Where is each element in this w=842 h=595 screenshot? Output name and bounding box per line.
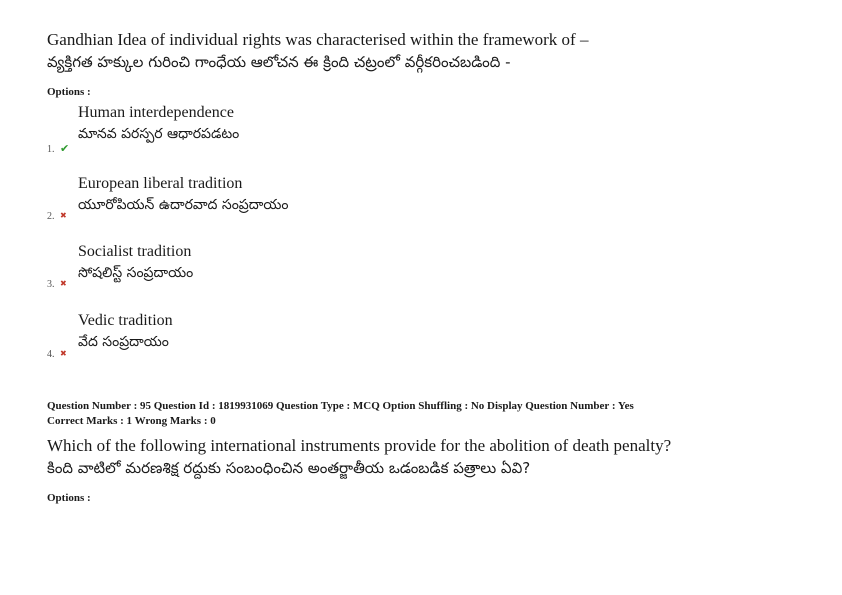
- options-label: Options :: [47, 86, 91, 98]
- option-2-text-en: European liberal tradition: [78, 175, 243, 192]
- cross-icon: ✖: [60, 211, 67, 220]
- question-2-marks: Correct Marks : 1 Wrong Marks : 0: [47, 415, 216, 427]
- option-3-text-en: Socialist tradition: [78, 243, 192, 260]
- question-2-text-te: కింది వాటిలో మరణశిక్ష రద్దుకు సంబంధించిన అంతర్జాతీయ ఒడంబడిక పత్రాలు ఏవి?: [47, 459, 531, 477]
- option-4-text-te: వేద సంప్రదాయం: [78, 334, 169, 350]
- cross-icon: ✖: [60, 349, 67, 358]
- option-2-number: 2.: [47, 211, 55, 222]
- option-4-number: 4.: [47, 349, 55, 360]
- question-1-text-en: Gandhian Idea of individual rights was characterised within the framework of –: [47, 30, 589, 49]
- option-3-text-te: సోషలిస్ట్ సంప్రదాయం: [78, 265, 194, 281]
- question-2-text-en: Which of the following international instruments provide for the abolition of death penalty?: [47, 436, 672, 455]
- option-1-number: 1.: [47, 144, 55, 155]
- option-3-number: 3.: [47, 279, 55, 290]
- option-1-text-te: మానవ పరస్పర ఆధారపడటం: [78, 126, 240, 142]
- option-4-text-en: Vedic tradition: [78, 312, 173, 329]
- options-label: Options :: [47, 492, 91, 504]
- question-1-text-te: వ్యక్తిగత హక్కుల గురించి గాంధేయ ఆలోచన ఈ క్రింది చట్రంలో వర్గీకరించబడింది -: [47, 53, 511, 71]
- option-2-text-te: యూరోపియన్ ఉదారవాద సంప్రదాయం: [78, 197, 289, 213]
- cross-icon: ✖: [60, 279, 67, 288]
- check-icon: ✔: [60, 142, 70, 155]
- question-2-meta: Question Number : 95 Question Id : 1819931069 Question Type : MCQ Option Shuffling : No Display Question Number : Yes: [47, 400, 634, 412]
- option-1-text-en: Human interdependence: [78, 104, 234, 121]
